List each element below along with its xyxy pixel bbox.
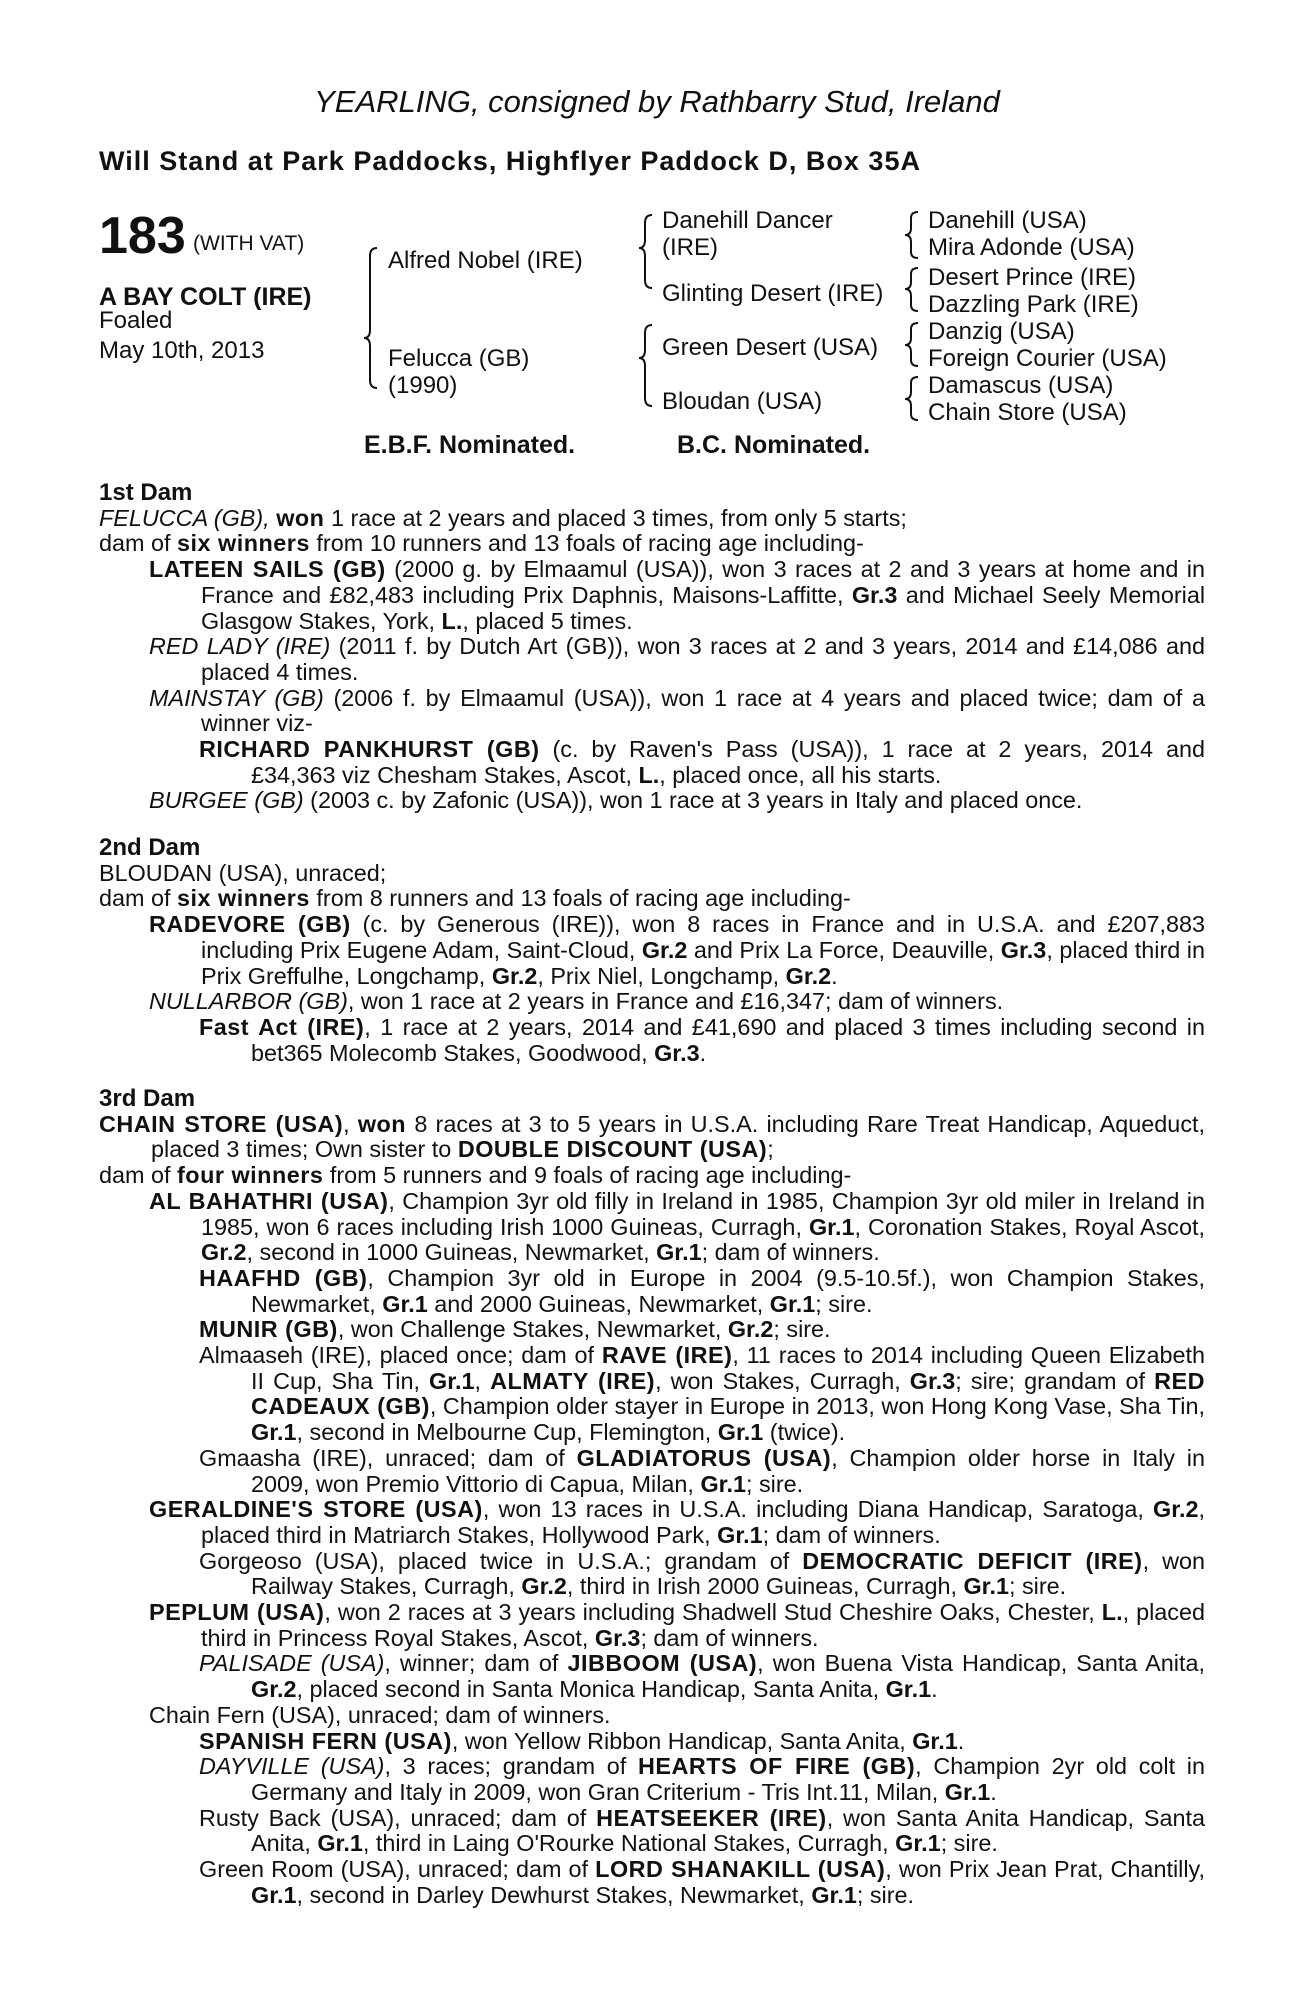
grade: Gr.3	[594, 1624, 641, 1651]
stand-location: Will Stand at Park Paddocks, Highflyer Paddock D, Box 35A	[99, 146, 921, 176]
text: dam of	[99, 885, 171, 912]
text: , won Stakes, Curragh,	[655, 1367, 901, 1394]
pedigree-dsd: Foreign Courier (USA)	[928, 345, 1167, 372]
horse-name: RED LADY (IRE)	[149, 633, 331, 660]
grade: Gr.2	[641, 936, 688, 963]
third-dam-produce	[99, 1163, 1205, 1189]
pedigree-dam-year: (1990)	[388, 372, 458, 399]
horse-name: RAVE (IRE)	[601, 1342, 733, 1369]
text: Gorgeoso (USA), placed twice in U.S.A.; grandam of	[199, 1547, 790, 1574]
grade: Gr.1	[717, 1419, 764, 1446]
text: , placed 5 times.	[462, 607, 633, 634]
vat-label: (WITH VAT)	[193, 232, 305, 255]
pedigree-sire-dam: Glinting Desert (IRE)	[662, 280, 884, 307]
grade: Gr.1	[895, 1830, 941, 1857]
text: , placed third in Princess Royal Stakes, Ascot,	[201, 1599, 1205, 1651]
text: ; sire; grandam of	[955, 1367, 1146, 1394]
grade: Gr.1	[717, 1521, 763, 1548]
text: , won Yellow Ribbon Handicap, Santa Anita,	[451, 1727, 906, 1754]
grade: Gr.2	[785, 962, 832, 989]
dam-name: FELUCCA (GB),	[99, 504, 270, 531]
lateen-sails-entry	[99, 557, 1205, 634]
rusty-back-entry	[99, 1806, 1205, 1857]
consignment-line: YEARLING, consigned by Rathbarry Stud, Ireland	[314, 84, 1000, 119]
text: , won Santa Anita Handicap, Santa Anita,	[251, 1804, 1205, 1857]
text: , won Prix Jean Prat, Chantilly,	[885, 1856, 1205, 1883]
gorgeoso-entry	[99, 1549, 1205, 1600]
listed: L.	[638, 761, 660, 788]
text: , won Challenge Stakes, Newmarket,	[337, 1316, 722, 1343]
horse-name: SPANISH FERN (USA)	[199, 1727, 452, 1754]
text: , won Buena Vista Handicap, Santa Anita,	[757, 1650, 1205, 1677]
pedigree-dds: Damascus (USA)	[928, 372, 1114, 399]
text: , second in Melbourne Cup, Flemington,	[296, 1419, 712, 1446]
text: , won 1 race at 2 years in France and £16,347; dam of winners.	[347, 988, 1004, 1015]
horse-name: HAAFHD (GB)	[199, 1264, 368, 1291]
pedigree-sds: Desert Prince (IRE)	[928, 264, 1137, 291]
grade: Gr.1	[963, 1573, 1009, 1600]
won-label: won	[276, 504, 325, 531]
won-label: won	[357, 1110, 407, 1137]
text: (c. by Generous (IRE)), won 8 races in France and in U.S.A. and £207,883 including Prix Eugene Adam, Saint-Cloud,	[201, 911, 1206, 963]
pedigree-ddd: Chain Store (USA)	[928, 399, 1127, 426]
text: , Champion 2yr old colt in Germany and Italy in 2009, won Gran Criterium - Tris Int.11, Milan,	[251, 1753, 1206, 1805]
horse-name: CHAIN STORE (USA)	[99, 1110, 344, 1137]
text: Green Room (USA), unraced; dam of	[199, 1856, 589, 1883]
text: (2003 c. by Zafonic (USA)), won 1 race at 3 years in Italy and placed once.	[310, 787, 1083, 814]
first-dam-section	[99, 480, 1205, 814]
gmaasha-entry	[99, 1446, 1205, 1497]
pedigree-sire-sire: Danehill Dancer	[662, 207, 833, 234]
text: ; sire.	[940, 1830, 998, 1857]
horse-name: LATEEN SAILS (GB)	[149, 556, 386, 583]
text: , second in Darley Dewhurst Stakes, Newmarket,	[296, 1881, 805, 1908]
horse-name: DAYVILLE (USA)	[199, 1753, 385, 1780]
pedigree-sdd: Dazzling Park (IRE)	[928, 291, 1139, 318]
text: , 1 race at 2 years, 2014 and £41,690 and placed 3 times including second in bet365 Molecomb Stakes, Goodwood,	[251, 1013, 1205, 1066]
text: ; dam of winners.	[701, 1239, 880, 1266]
text: , Champion 3yr old in Europe in 2004 (9.5-10.5f.), won Champion Stakes, Newmarket,	[251, 1264, 1205, 1317]
text: , placed once, all his starts.	[659, 761, 942, 788]
text: , second in 1000 Guineas, Newmarket,	[246, 1239, 650, 1266]
text: Almaaseh (IRE), placed once; dam of	[199, 1342, 595, 1369]
listed: L.	[441, 607, 463, 634]
text: dam of	[99, 530, 171, 557]
sister-name: DOUBLE DISCOUNT (USA)	[457, 1136, 768, 1163]
grade: Gr.3	[909, 1367, 956, 1394]
pedigree-sire-sire-country: (IRE)	[662, 234, 718, 261]
grade: Gr.1	[885, 1676, 932, 1703]
bc-nominated: B.C. Nominated.	[677, 431, 871, 459]
text: (c. by Raven's Pass (USA)), 1 race at 2 years, 2014 and £34,363 viz Chesham Stakes, Ascot,	[251, 736, 1205, 788]
horse-name: ALMATY (IRE)	[490, 1367, 656, 1394]
foaled-label: Foaled	[99, 307, 173, 334]
first-dam-heading: 1st Dam	[99, 479, 193, 506]
text: , Champion 3yr old filly in Ireland in 1985, Champion 3yr old miler in Ireland in 1985, won 6 races including Irish 1000 Guineas, Curragh,	[201, 1187, 1205, 1240]
text: ; sire.	[815, 1290, 873, 1317]
text: (2006 f. by Elmaamul (USA)), won 1 race at 4 years and placed twice; dam of a winner viz-	[201, 684, 1205, 737]
palisade-entry	[99, 1651, 1205, 1702]
first-dam-produce	[99, 531, 1205, 557]
grade: Gr.3	[851, 581, 898, 608]
text: .	[957, 1727, 965, 1754]
red-lady-entry	[99, 634, 1205, 685]
text: ; dam of winners.	[762, 1521, 941, 1548]
text: , won 13 races in U.S.A. including Diana Handicap, Saratoga,	[482, 1496, 1144, 1523]
radevore-entry	[99, 912, 1205, 989]
grade: Gr.1	[251, 1419, 297, 1446]
text: and Michael Seely Memorial Glasgow Stakes, York,	[201, 581, 1206, 634]
horse-name: AL BAHATHRI (USA)	[149, 1187, 389, 1214]
chain-fern-entry: Chain Fern (USA), unraced; dam of winners.	[149, 1701, 611, 1728]
grade: Gr.1	[808, 1213, 855, 1240]
chain-store-entry: CHAIN STORE (USA), won 8 races at 3 to 5 years in U.S.A. including Rare Treat Handicap, Aqueduct, placed 3 times; Own sister to DOUBLE DISCOUNT (USA);	[99, 1110, 1206, 1163]
munir-entry	[99, 1317, 1205, 1343]
al-bahathri-entry	[99, 1189, 1205, 1266]
text: , winner; dam of	[384, 1650, 559, 1677]
grade: Gr.3	[654, 1039, 700, 1066]
horse-name: MUNIR (GB)	[199, 1316, 338, 1343]
text: , third in Irish 2000 Guineas, Curragh,	[566, 1573, 957, 1600]
geraldines-store-entry	[99, 1497, 1205, 1548]
foaled-date: May 10th, 2013	[99, 337, 265, 364]
text: , placed third in Prix Greffulhe, Longchamp,	[201, 936, 1205, 989]
ebf-nominated: E.B.F. Nominated.	[364, 431, 576, 459]
text: (2000 g. by Elmaamul (USA)), won 3 races at 2 and 3 years at home and in France and £82,483 including Prix Daphnis, Maisons-Laffitte,	[201, 556, 1205, 608]
second-dam-produce	[99, 886, 1205, 912]
burgee-entry	[99, 788, 1205, 814]
listed: L.	[1101, 1599, 1123, 1626]
horse-name: JIBBOOM (USA)	[567, 1650, 758, 1677]
text: ; sire.	[856, 1881, 915, 1908]
horse-name: DEMOCRATIC DEFICIT (IRE)	[802, 1547, 1143, 1574]
winners-count: four winners	[177, 1162, 324, 1189]
pedigree-sire: Alfred Nobel (IRE)	[388, 247, 583, 274]
text: ; sire.	[1008, 1573, 1067, 1600]
text: from 8 runners and 13 foals of racing age including-	[316, 885, 851, 912]
text: (twice).	[769, 1419, 846, 1446]
text: , won Railway Stakes, Curragh,	[251, 1547, 1205, 1600]
text: 8 races at 3 to 5 years in U.S.A. including Rare Treat Handicap, Aqueduct, placed 3 times; Own sister to	[151, 1110, 1206, 1163]
horse-name: HEATSEEKER (IRE)	[596, 1804, 827, 1831]
text: , Coronation Stakes, Royal Ascot,	[854, 1213, 1205, 1240]
horse-name: GERALDINE'S STORE (USA)	[149, 1496, 483, 1523]
dam-record: 1 race at 2 years and placed 3 times, from only 5 starts;	[330, 504, 907, 531]
text: ; sire.	[773, 1316, 831, 1343]
grade: Gr.1	[317, 1830, 363, 1857]
text: Rusty Back (USA), unraced; dam of	[199, 1804, 587, 1831]
pedigree-dam-dam: Bloudan (USA)	[662, 388, 823, 415]
winners-count: six winners	[177, 885, 310, 912]
text: , Champion older stayer in Europe in 2013, won Hong Kong Vase, Sha Tin,	[429, 1393, 1205, 1420]
grade: Gr.1	[429, 1367, 475, 1394]
text: and 2000 Guineas, Newmarket,	[434, 1290, 764, 1317]
text: , third in Laing O'Rourke National Stakes, Curragh,	[362, 1830, 889, 1857]
winners-count: six winners	[177, 530, 310, 557]
grade: Gr.2	[251, 1676, 297, 1703]
text: .	[931, 1676, 938, 1703]
first-dam-intro	[99, 506, 1205, 532]
text: ; dam of winners.	[640, 1624, 819, 1651]
grade: Gr.1	[811, 1881, 857, 1908]
horse-name: LORD SHANAKILL (USA)	[595, 1856, 886, 1883]
almaaseh-entry: Almaaseh (IRE), placed once; dam of RAVE (IRE), 11 races to 2014 including Queen Elizabeth II Cup, Sha Tin, Gr.1, ALMATY (IRE), won Stakes, Curragh, Gr.3; sire; grandam of RED CADEAUX (GB), Champion older stayer in Europe in 2013, won Hong Kong Vase, Sha Tin, Gr.1, second in Melbourne Cup, Flemington, Gr.1 (twice).	[199, 1342, 1206, 1446]
horse-name: RED CADEAUX (GB)	[251, 1367, 1205, 1420]
peplum-entry	[99, 1600, 1205, 1651]
text: , placed second in Santa Monica Handicap, Santa Anita,	[296, 1676, 880, 1703]
pedigree-dam-sire: Green Desert (USA)	[662, 334, 879, 361]
second-dam-heading: 2nd Dam	[99, 834, 201, 861]
text: dam of	[99, 1162, 171, 1189]
horse-name: RADEVORE (GB)	[149, 911, 351, 938]
grade: Gr.2	[491, 962, 538, 989]
spanish-fern-entry	[99, 1729, 1205, 1755]
text: .	[990, 1778, 997, 1805]
text: Gmaasha (IRE), unraced; dam of	[199, 1444, 565, 1471]
grade: Gr.1	[251, 1881, 297, 1908]
horse-name: HEARTS OF FIRE (GB)	[637, 1753, 916, 1780]
pedigree-dam: Felucca (GB)	[388, 345, 530, 372]
text: .	[831, 962, 838, 989]
grade: Gr.3	[1000, 936, 1047, 963]
pedigree-dss: Danzig (USA)	[928, 318, 1075, 345]
text: from 5 runners and 9 foals of racing age including-	[329, 1162, 852, 1189]
text: ;	[767, 1136, 774, 1163]
horse-name: BURGEE (GB)	[149, 787, 304, 814]
pedigree-ssd: Mira Adonde (USA)	[928, 234, 1135, 261]
horse-name: NULLARBOR (GB)	[149, 988, 348, 1015]
grade: Gr.2	[201, 1239, 247, 1266]
text: and Prix La Force, Deauville,	[693, 936, 995, 963]
haafhd-entry	[99, 1266, 1205, 1317]
fast-act-entry	[99, 1015, 1205, 1066]
richard-pankhurst-entry	[99, 737, 1205, 788]
grade: Gr.2	[727, 1316, 774, 1343]
text: , Champion older horse in Italy in 2009, won Premio Vittorio di Capua, Milan,	[251, 1444, 1205, 1497]
lot-title: A BAY COLT (IRE)	[99, 283, 312, 311]
text: (2011 f. by Dutch Art (GB)), won 3 races at 2 and 3 years, 2014 and £14,086 and placed 4 times.	[201, 633, 1205, 685]
lot-number: 183	[99, 207, 186, 265]
text: , Prix Niel, Longchamp,	[537, 962, 780, 989]
horse-name: MAINSTAY (GB)	[149, 684, 324, 711]
horse-name: RICHARD PANKHURST (GB)	[199, 736, 540, 763]
text: ; sire.	[745, 1470, 804, 1497]
green-room-entry	[99, 1857, 1205, 1908]
horse-name: Fast Act (IRE)	[199, 1013, 365, 1040]
text: , 3 races; grandam of	[384, 1753, 627, 1780]
grade: Gr.1	[769, 1290, 816, 1317]
text: , placed third in Matriarch Stakes, Hollywood Park,	[201, 1496, 1206, 1548]
second-dam-intro: BLOUDAN (USA), unraced;	[99, 859, 387, 886]
horse-name: GLADIATORUS (USA)	[576, 1444, 832, 1471]
mainstay-entry	[99, 686, 1205, 737]
grade: Gr.1	[944, 1778, 991, 1805]
dayville-entry	[99, 1754, 1205, 1805]
horse-name: PEPLUM (USA)	[149, 1599, 325, 1626]
third-dam-section	[99, 1086, 1205, 1909]
text: from 10 runners and 13 foals of racing age including-	[316, 530, 864, 557]
grade: Gr.1	[656, 1239, 702, 1266]
grade: Gr.1	[382, 1290, 428, 1317]
text: .	[699, 1039, 707, 1066]
pedigree-brackets	[0, 0, 1314, 460]
grade: Gr.2	[1153, 1496, 1199, 1523]
grade: Gr.1	[700, 1470, 746, 1497]
horse-name: PALISADE (USA)	[199, 1650, 385, 1677]
second-dam-section	[99, 835, 1205, 1066]
pedigree-sss: Danehill (USA)	[928, 207, 1087, 234]
grade: Gr.1	[912, 1727, 958, 1754]
text: , 11 races to 2014 including Queen Elizabeth II Cup, Sha Tin,	[251, 1342, 1206, 1394]
third-dam-heading: 3rd Dam	[99, 1085, 196, 1112]
nullarbor-entry	[99, 989, 1205, 1015]
grade: Gr.2	[521, 1573, 567, 1600]
text: , won 2 races at 3 years including Shadwell Stud Cheshire Oaks, Chester,	[324, 1599, 1095, 1626]
